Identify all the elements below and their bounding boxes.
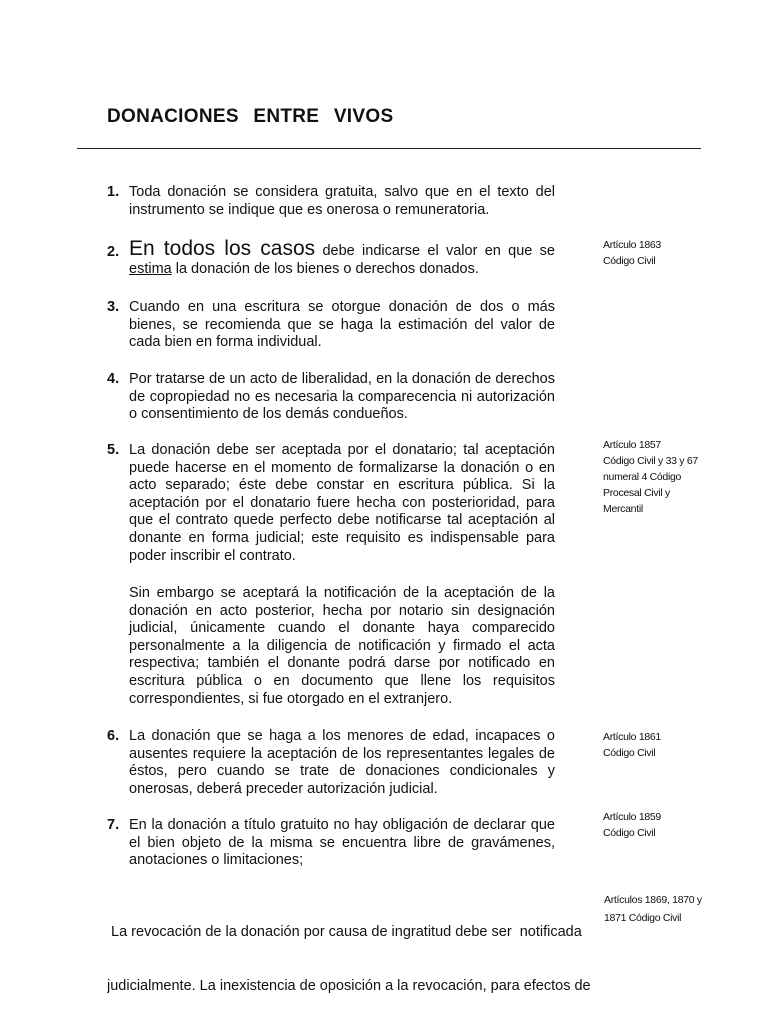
item-number: 2. [107, 244, 120, 260]
item-text-part: la donación de los bienes o derechos donados. [171, 260, 479, 277]
item-number: 7. [107, 817, 120, 833]
closing-line: judicialmente. La inexistencia de oposición a la revocación, para efectos de [107, 978, 591, 994]
item-text [129, 237, 555, 278]
title-divider [77, 148, 701, 149]
note-line: numeral 4 Código [603, 471, 682, 483]
margin-note-article-1863 [603, 237, 661, 269]
item-number: 5. [107, 442, 120, 458]
note-line: Procesal Civil y [603, 487, 670, 499]
item-text: La donación que se haga a los menores de edad, incapaces o ausentes requiere la aceptación de los representantes legales de éstos, pero cuando se trate de donaciones condicionales y onerosas, deberá preceder autorización judicial. [129, 728, 555, 797]
margin-note-article-1857 [603, 437, 698, 517]
item-text: La donación debe ser aceptada por el donatario; tal aceptación puede hacerse en el momento de formalizarse la donación o en acto separado; éste debe constar en escritura pública. Si la aceptación por el donatario fuere hecha con posterioridad, para que el contrato quede perfecto debe notificarse tal aceptación al donante en forma judicial; este requisito es indispensable para poder inscribir el contrato. [129, 442, 555, 564]
item-text: Cuando en una escritura se otorgue donación de dos o más bienes, se recomienda que se haga la estimación del valor de cada bien en forma individual. [129, 299, 555, 351]
note-line: Artículo 1859 [603, 811, 661, 823]
underlined-word: estima [129, 260, 172, 277]
document-title: DONACIONES ENTRE VIVOS [107, 106, 394, 127]
note-line: Código Civil [603, 747, 656, 759]
margin-note-articles-1869-1871 [604, 891, 702, 927]
note-line: 1871 Código Civil [604, 912, 682, 924]
item-number: 1. [107, 184, 120, 200]
margin-note-article-1861 [603, 729, 661, 761]
closing-line: La revocación de la donación por causa de ingratitud debe ser notificada [107, 924, 582, 940]
item-lead-text: En todos los casos [129, 237, 316, 260]
item-text-continuation: Sin embargo se aceptará la notificación de la aceptación de la donación en acto posterior, hecha por notario sin designación judicial, únicamente cuando el donante haya comparecido personalmente a la diligencia de notificación y firmado el acta respectiva; también el donante podrá darse por notificado en escritura pública o en documento que llene los requisitos correspondientes, si fue otorgado en el extranjero. [129, 585, 555, 707]
note-line: Artículo 1863 [603, 239, 661, 251]
note-line: Artículos 1869, 1870 y [604, 894, 702, 906]
item-number: 6. [107, 728, 120, 744]
note-line: Artículo 1857 [603, 439, 661, 451]
note-line: Código Civil [603, 827, 656, 839]
item-text: En la donación a título gratuito no hay obligación de declarar que el bien objeto de la misma se encuentra libre de gravámenes, anotaciones o limitaciones; [129, 817, 555, 869]
item-text-part: debe indicarse el valor en que se [315, 243, 555, 259]
closing-paragraph [107, 887, 603, 1013]
item-number: 3. [107, 299, 120, 315]
note-line: Mercantil [603, 503, 643, 515]
item-text: Por tratarse de un acto de liberalidad, en la donación de derechos de copropiedad no es necesaria la comparecencia ni autorización o consentimiento de los demás condueños. [129, 371, 555, 423]
note-line: Código Civil [603, 255, 656, 267]
note-line: Artículo 1861 [603, 731, 661, 743]
note-line: Código Civil y 33 y 67 [603, 455, 698, 467]
margin-note-article-1859 [603, 809, 661, 841]
item-text: Toda donación se considera gratuita, salvo que en el texto del instrumento se indique que es onerosa o remuneratoria. [129, 184, 555, 218]
item-number: 4. [107, 371, 120, 387]
